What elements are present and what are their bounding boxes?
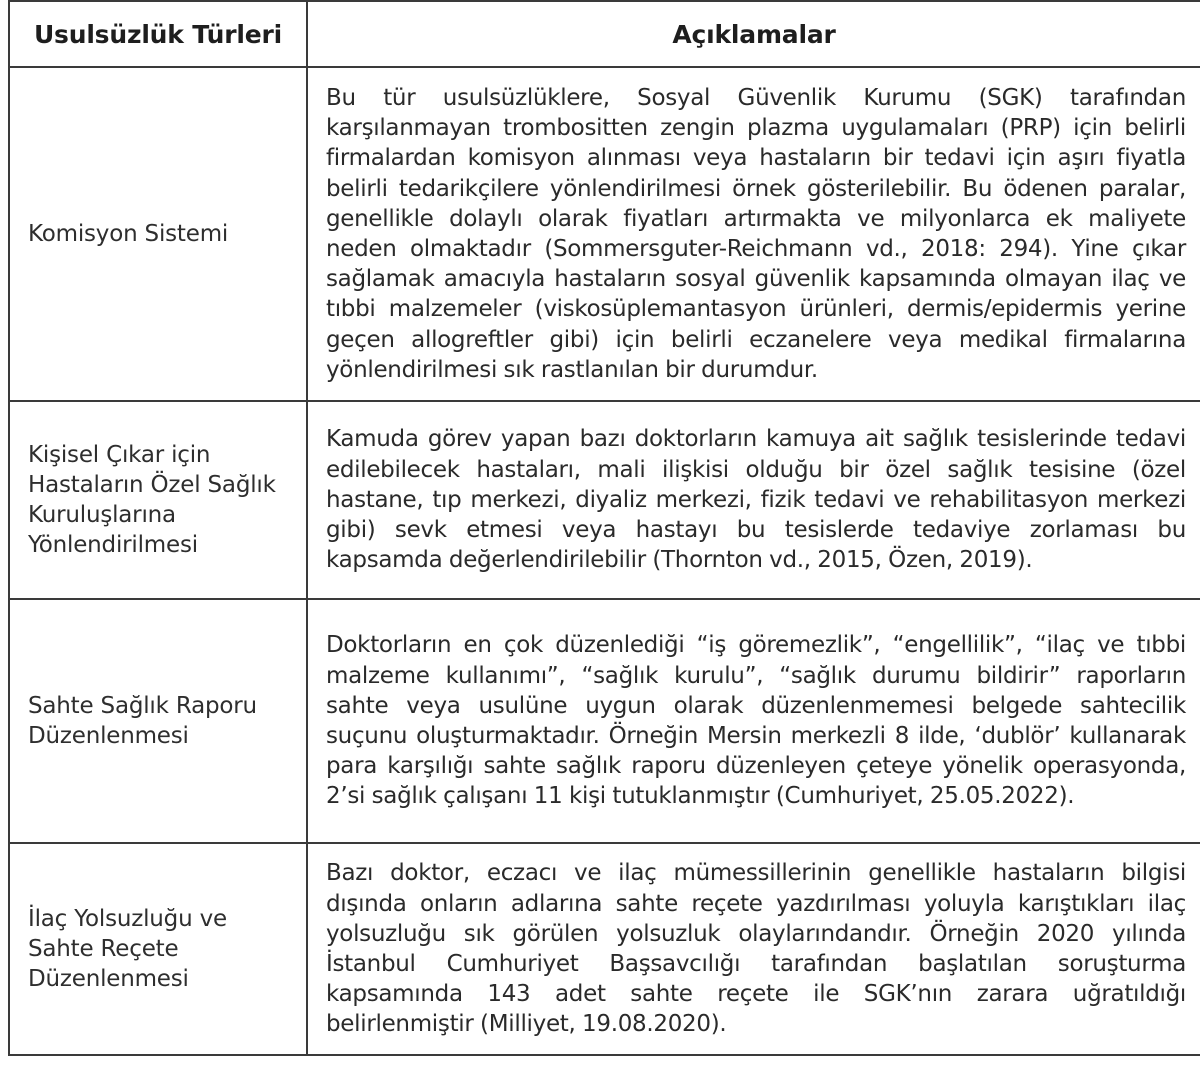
row-description-fake-health-report: Doktorların en çok düzenlediği “iş göremezlik”, “engellilik”, “ilaç ve tıbbi malzeme kullanımı”, “sağlık kurulu”, “sağlık durumu bildirir” raporların sahte veya usulüne uygun olarak düzenlenmemesi belgede sahtecilik suçunu oluşturmaktadır. Örneğin Mersin merkezli 8 ilde, ‘dublör’ kullanarak para karşılığı sahte sağlık raporu düzenleyen çeteye yönelik operasyonda, 2’si sağlık çalışanı 11 kişi tutuklanmıştır (Cumhuriyet, 25.05.2022). (307, 599, 1200, 843)
table-row (9, 401, 1200, 599)
table-row (9, 599, 1200, 843)
table-body (9, 67, 1200, 1055)
irregularities-table (8, 0, 1200, 1056)
row-description-drug-corruption: Bazı doktor, eczacı ve ilaç mümessillerinin genellikle hastaların bilgisi dışında onların adlarına sahte reçete yazdırılması yoluyla karıştıkları ilaç yolsuzluğu sık görülen yolsuzluk olaylarındandır. Örneğin 2020 yılında İstanbul Cumhuriyet Başsavcılığı tarafından başlatılan soruşturma kapsamında 143 adet sahte reçete ile SGK’nın zarara uğratıldığı belirlenmiştir (Milliyet, 19.08.2020). (307, 843, 1200, 1055)
column-header-types: Usulsüzlük Türleri (9, 1, 307, 67)
table-header (9, 1, 1200, 67)
row-description-commission-system: Bu tür usulsüzlüklere, Sosyal Güvenlik Kurumu (SGK) tarafından karşılanmayan trombositten zengin plazma uygulamaları (PRP) için belirli firmalardan komisyon alınması veya hastaların bir tedavi için aşırı fiyatla belirli tedarikçilere yönlendirilmesi örnek gösterilebilir. Bu ödenen paralar, genellikle dolaylı olarak fiyatları artırmakta ve milyonlarca ek maliyete neden olmaktadır (Sommersguter-Reichmann vd., 2018: 294). Yine çıkar sağlamak amacıyla hastaların sosyal güvenlik kapsamında olmayan ilaç ve tıbbi malzemeler (viskosüplemantasyon ürünleri, dermis/epidermis yerine geçen allogreftler gibi) için belirli eczanelere veya medikal firmalarına yönlendirilmesi sık rastlanılan bir durumdur. (307, 67, 1200, 401)
row-type-drug-corruption: İlaç Yolsuzluğu ve Sahte Reçete Düzenlenmesi (9, 843, 307, 1055)
row-type-fake-health-report: Sahte Sağlık Raporu Düzenlenmesi (9, 599, 307, 843)
row-type-private-referral: Kişisel Çıkar için Hastaların Özel Sağlık Kuruluşlarına Yönlendirilmesi (9, 401, 307, 599)
row-type-commission-system: Komisyon Sistemi (9, 67, 307, 401)
header-row (9, 1, 1200, 67)
table-row (9, 67, 1200, 401)
row-description-private-referral: Kamuda görev yapan bazı doktorların kamuya ait sağlık tesislerinde tedavi edilebilecek hastaları, mali ilişkisi olduğu bir özel sağlık tesisine (özel hastane, tıp merkezi, diyaliz merkezi, fizik tedavi ve rehabilitasyon merkezi gibi) sevk etmesi veya hastayı bu tesislerde tedaviye zorlaması bu kapsamda değerlendirilebilir (Thornton vd., 2015, Özen, 2019). (307, 401, 1200, 599)
table-row (9, 843, 1200, 1055)
column-header-descriptions: Açıklamalar (307, 1, 1200, 67)
